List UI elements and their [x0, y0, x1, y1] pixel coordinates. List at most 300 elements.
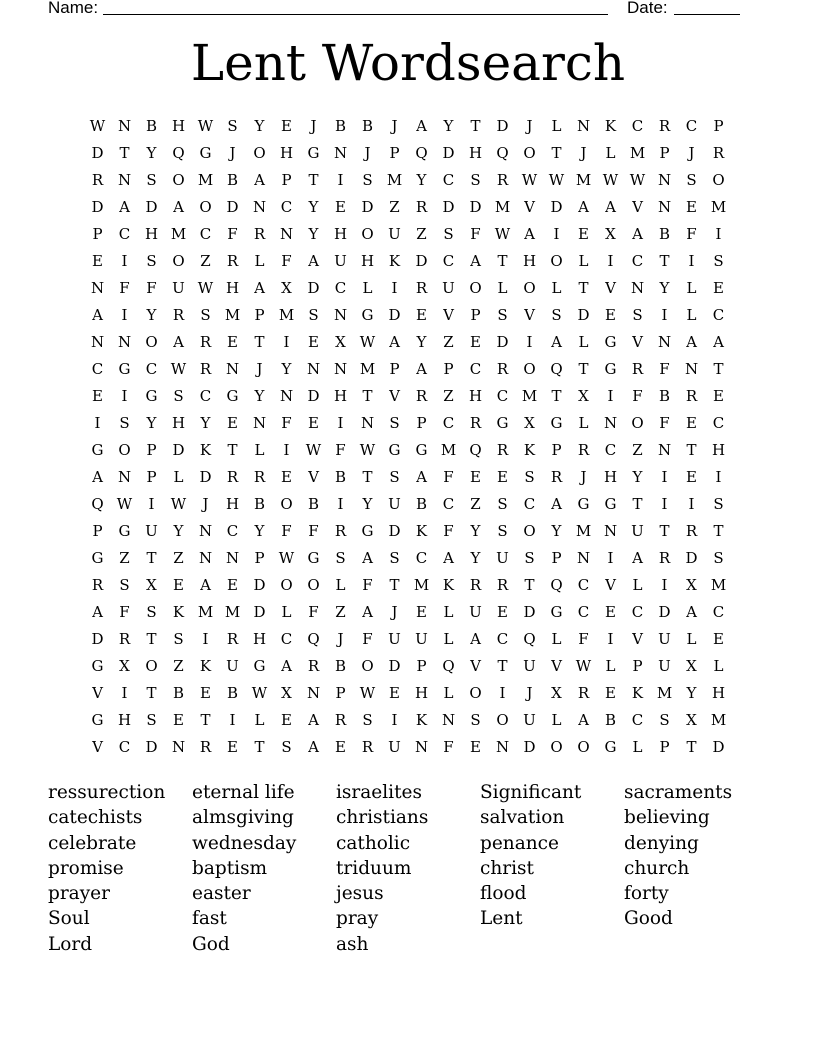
grid-cell: A [92, 305, 103, 324]
grid-cell: C [631, 251, 644, 270]
grid-cell: K [442, 575, 455, 594]
grid-cell: Q [523, 629, 536, 648]
grid-cell: N [279, 386, 294, 405]
grid-cell: U [334, 251, 347, 270]
grid-cell: V [632, 197, 643, 216]
grid-cell: K [199, 440, 212, 459]
grid-cell: L [551, 629, 562, 648]
grid-cell: M [224, 602, 241, 621]
grid-cell: U [469, 602, 482, 621]
date-blank-line[interactable] [674, 0, 740, 15]
grid-cell: A [200, 575, 211, 594]
word-bank-item: flood [480, 883, 527, 905]
grid-cell: N [117, 170, 132, 189]
word-bank-item: church [624, 857, 690, 879]
grid-cell: M [629, 143, 646, 162]
grid-cell: E [308, 413, 319, 432]
grid-cell: J [391, 602, 398, 621]
grid-cell: X [281, 278, 292, 297]
grid-cell: M [575, 521, 592, 540]
grid-cell: P [389, 359, 400, 378]
word-bank-item: catechists [48, 807, 143, 829]
grid-cell: C [631, 602, 644, 621]
grid-cell: L [551, 278, 562, 297]
grid-cell: D [685, 548, 698, 567]
grid-cell: I [283, 440, 290, 459]
grid-cell: X [551, 683, 562, 702]
grid-cell: T [389, 575, 400, 594]
grid-cell: Y [686, 683, 697, 702]
grid-cell: C [712, 602, 725, 621]
grid-cell: E [227, 575, 238, 594]
grid-cell: G [91, 440, 104, 459]
grid-cell: X [686, 710, 697, 729]
grid-cell: F [470, 224, 481, 243]
grid-cell: P [389, 143, 400, 162]
grid-cell: Z [200, 251, 211, 270]
grid-cell: A [254, 170, 265, 189]
grid-cell: M [224, 305, 241, 324]
grid-cell: I [661, 305, 668, 324]
grid-cell: A [470, 629, 481, 648]
grid-cell: R [91, 170, 104, 189]
grid-cell: P [146, 467, 157, 486]
grid-cell: N [657, 170, 672, 189]
grid-cell: S [227, 116, 238, 135]
grid-cell: I [715, 224, 722, 243]
grid-cell: W [89, 116, 106, 135]
grid-cell: H [171, 413, 186, 432]
grid-cell: P [713, 116, 724, 135]
grid-cell: U [442, 278, 455, 297]
grid-cell: L [254, 251, 265, 270]
grid-cell: T [713, 359, 724, 378]
grid-cell: K [199, 656, 212, 675]
grid-cell: W [629, 170, 646, 189]
grid-cell: A [578, 197, 589, 216]
word-bank-item: salvation [480, 807, 565, 829]
grid-cell: A [713, 332, 724, 351]
grid-cell: C [442, 251, 455, 270]
grid-cell: M [440, 440, 457, 459]
word-bank-item: sacraments [624, 782, 733, 803]
grid-cell: L [605, 143, 616, 162]
grid-cell: P [551, 440, 562, 459]
grid-cell: R [712, 143, 725, 162]
grid-cell: Y [551, 521, 562, 540]
grid-cell: H [252, 629, 267, 648]
grid-cell: R [496, 170, 509, 189]
grid-cell: O [118, 440, 131, 459]
grid-cell: R [658, 116, 671, 135]
grid-cell: Y [659, 278, 670, 297]
grid-cell: O [523, 521, 536, 540]
grid-cell: F [632, 386, 643, 405]
grid-cell: R [415, 197, 428, 216]
grid-cell: E [470, 737, 481, 756]
grid-cell: H [711, 440, 726, 459]
grid-cell: G [550, 602, 563, 621]
grid-cell: N [306, 359, 321, 378]
grid-cell: R [496, 359, 509, 378]
grid-cell: N [360, 413, 375, 432]
grid-cell: C [199, 224, 212, 243]
grid-cell: R [685, 521, 698, 540]
grid-cell: I [661, 494, 668, 513]
grid-cell: F [443, 467, 454, 486]
grid-cell: W [575, 656, 592, 675]
grid-cell: F [281, 413, 292, 432]
grid-cell: B [658, 386, 671, 405]
grid-cell: N [225, 359, 240, 378]
grid-cell: E [497, 602, 508, 621]
grid-cell: M [197, 170, 214, 189]
grid-cell: N [630, 278, 645, 297]
grid-cell: H [603, 467, 618, 486]
grid-cell: X [686, 656, 697, 675]
grid-cell: U [523, 656, 536, 675]
grid-cell: T [119, 143, 130, 162]
grid-cell: I [148, 494, 155, 513]
grid-cell: E [416, 602, 427, 621]
grid-cell: R [361, 737, 374, 756]
grid-cell: R [199, 737, 212, 756]
word-bank-item: israelites [336, 782, 422, 803]
grid-cell: C [631, 710, 644, 729]
grid-cell: V [470, 656, 481, 675]
grid-cell: L [254, 440, 265, 459]
grid-cell: B [658, 224, 671, 243]
grid-cell: L [362, 278, 373, 297]
grid-cell: Z [443, 386, 454, 405]
name-blank-line[interactable] [103, 0, 608, 15]
grid-cell: M [710, 197, 727, 216]
grid-cell: D [199, 467, 212, 486]
grid-cell: I [553, 224, 560, 243]
grid-cell: D [172, 440, 185, 459]
grid-cell: O [523, 143, 536, 162]
grid-cell: L [632, 737, 643, 756]
grid-cell: R [334, 710, 347, 729]
grid-cell: D [361, 197, 374, 216]
grid-cell: Y [146, 413, 157, 432]
grid-cell: S [119, 413, 130, 432]
grid-cell: H [468, 386, 483, 405]
grid-cell: C [577, 575, 590, 594]
grid-cell: B [226, 170, 239, 189]
grid-cell: W [494, 224, 511, 243]
grid-cell: W [305, 440, 322, 459]
grid-cell: I [715, 467, 722, 486]
grid-cell: C [91, 359, 104, 378]
grid-cell: F [659, 413, 670, 432]
grid-cell: O [469, 683, 482, 702]
grid-cell: G [307, 548, 320, 567]
grid-cell: X [146, 575, 157, 594]
grid-cell: R [577, 440, 590, 459]
grid-cell: R [496, 575, 509, 594]
grid-cell: N [171, 737, 186, 756]
grid-cell: A [362, 602, 373, 621]
grid-cell: H [279, 143, 294, 162]
grid-cell: H [225, 278, 240, 297]
grid-cell: U [388, 737, 401, 756]
grid-cell: F [686, 224, 697, 243]
grid-cell: E [686, 197, 697, 216]
grid-cell: A [173, 197, 184, 216]
grid-cell: L [632, 575, 643, 594]
word-bank-item: baptism [192, 857, 268, 879]
grid-cell: Y [200, 413, 211, 432]
word-bank-item: God [192, 933, 230, 955]
grid-cell: U [658, 656, 671, 675]
grid-cell: R [469, 575, 482, 594]
grid-cell: V [605, 575, 616, 594]
grid-cell: R [172, 305, 185, 324]
grid-cell: W [359, 683, 376, 702]
grid-cell: K [388, 251, 401, 270]
grid-cell: X [686, 575, 697, 594]
grid-cell: A [470, 251, 481, 270]
grid-cell: W [251, 683, 268, 702]
grid-cell: O [280, 494, 293, 513]
grid-cell: L [578, 251, 589, 270]
grid-cell: I [607, 251, 614, 270]
grid-cell: I [391, 278, 398, 297]
grid-cell: F [362, 629, 373, 648]
grid-cell: K [604, 116, 617, 135]
word-bank-item: ressurection [48, 782, 166, 803]
grid-cell: A [524, 224, 535, 243]
grid-cell: A [416, 116, 427, 135]
grid-cell: Y [362, 494, 373, 513]
grid-cell: N [198, 521, 213, 540]
grid-cell: F [227, 224, 238, 243]
word-bank-item: triduum [336, 857, 412, 879]
grid-cell: E [281, 467, 292, 486]
grid-cell: N [279, 224, 294, 243]
grid-cell: C [415, 548, 428, 567]
grid-cell: U [496, 548, 509, 567]
grid-cell: D [496, 116, 509, 135]
grid-cell: N [657, 197, 672, 216]
grid-cell: F [335, 440, 346, 459]
grid-cell: Q [469, 440, 482, 459]
grid-cell: T [146, 683, 157, 702]
grid-cell: E [173, 575, 184, 594]
grid-cell: D [253, 575, 266, 594]
grid-cell: A [92, 602, 103, 621]
grid-cell: S [200, 305, 211, 324]
grid-cell: M [710, 575, 727, 594]
word-bank-item: eternal life [192, 782, 295, 803]
grid-cell: O [712, 170, 725, 189]
grid-cell: A [308, 251, 319, 270]
grid-cell: S [551, 305, 562, 324]
grid-cell: K [631, 683, 644, 702]
grid-cell: R [91, 575, 104, 594]
grid-cell: G [604, 359, 617, 378]
grid-cell: R [658, 548, 671, 567]
grid-cell: S [497, 521, 508, 540]
grid-cell: Z [632, 440, 643, 459]
grid-cell: E [605, 602, 616, 621]
grid-cell: E [713, 629, 724, 648]
grid-cell: D [577, 305, 590, 324]
grid-cell: E [497, 467, 508, 486]
grid-cell: C [199, 386, 212, 405]
grid-cell: T [551, 143, 562, 162]
word-bank-item: Lord [48, 933, 93, 955]
grid-cell: D [388, 656, 401, 675]
grid-cell: T [362, 467, 373, 486]
grid-cell: G [118, 521, 131, 540]
grid-cell: O [631, 413, 644, 432]
word-bank-item: Significant [480, 782, 582, 803]
grid-cell: O [523, 278, 536, 297]
grid-cell: F [119, 278, 130, 297]
grid-cell: H [225, 494, 240, 513]
grid-cell: S [497, 305, 508, 324]
grid-cell: N [198, 548, 213, 567]
grid-cell: S [173, 629, 184, 648]
grid-cell: C [631, 116, 644, 135]
grid-cell: I [499, 683, 506, 702]
grid-cell: N [90, 278, 105, 297]
grid-cell: G [307, 143, 320, 162]
grid-cell: O [550, 251, 563, 270]
grid-cell: C [442, 413, 455, 432]
grid-cell: I [121, 305, 128, 324]
grid-cell: U [145, 521, 158, 540]
grid-cell: V [389, 386, 400, 405]
grid-cell: U [523, 710, 536, 729]
grid-cell: B [361, 116, 374, 135]
word-bank-item: penance [480, 832, 559, 854]
grid-cell: D [712, 737, 725, 756]
grid-cell: E [308, 332, 319, 351]
name-label: Name: [48, 0, 99, 17]
grid-cell: M [413, 575, 430, 594]
grid-cell: S [119, 575, 130, 594]
grid-cell: S [470, 170, 481, 189]
grid-cell: I [94, 413, 101, 432]
word-bank-item: pray [336, 908, 379, 930]
grid-cell: N [306, 683, 321, 702]
grid-cell: T [578, 278, 589, 297]
grid-cell: S [389, 413, 400, 432]
grid-cell: M [386, 170, 403, 189]
grid-cell: O [496, 710, 509, 729]
grid-cell: G [91, 710, 104, 729]
grid-cell: T [659, 521, 670, 540]
grid-cell: I [607, 629, 614, 648]
grid-cell: L [335, 575, 346, 594]
grid-cell: E [173, 710, 184, 729]
grid-cell: A [632, 548, 643, 567]
grid-cell: A [173, 332, 184, 351]
grid-cell: Y [254, 116, 265, 135]
grid-cell: N [333, 305, 348, 324]
grid-cell: I [391, 710, 398, 729]
grid-cell: K [172, 602, 185, 621]
grid-cell: S [686, 170, 697, 189]
grid-cell: G [91, 548, 104, 567]
grid-cell: T [470, 116, 481, 135]
grid-cell: B [145, 116, 158, 135]
word-bank-item: catholic [336, 832, 411, 854]
grid-cell: R [307, 656, 320, 675]
grid-cell: G [577, 494, 590, 513]
grid-cell: Q [91, 494, 104, 513]
grid-cell: Z [443, 332, 454, 351]
grid-cell: I [661, 575, 668, 594]
grid-cell: L [713, 656, 724, 675]
grid-cell: I [121, 251, 128, 270]
grid-cell: Q [442, 656, 455, 675]
grid-cell: Y [173, 521, 184, 540]
grid-cell: E [227, 413, 238, 432]
grid-cell: Y [470, 548, 481, 567]
grid-cell: W [521, 170, 538, 189]
grid-cell: K [415, 710, 428, 729]
grid-cell: A [389, 332, 400, 351]
grid-cell: J [229, 143, 236, 162]
grid-cell: F [308, 602, 319, 621]
grid-cell: S [713, 251, 724, 270]
grid-cell: L [686, 629, 697, 648]
grid-cell: Z [470, 494, 481, 513]
grid-cell: L [605, 656, 616, 675]
grid-cell: A [686, 602, 697, 621]
grid-cell: P [281, 170, 292, 189]
grid-cell: D [523, 602, 536, 621]
grid-cell: D [307, 278, 320, 297]
grid-cell: O [145, 656, 158, 675]
grid-cell: E [281, 116, 292, 135]
grid-cell: C [280, 629, 293, 648]
grid-cell: Z [416, 224, 427, 243]
grid-cell: M [656, 683, 673, 702]
grid-cell: W [359, 332, 376, 351]
grid-cell: E [605, 305, 616, 324]
grid-cell: W [170, 359, 187, 378]
grid-cell: C [496, 629, 509, 648]
grid-cell: D [496, 332, 509, 351]
grid-cell: G [496, 413, 509, 432]
grid-cell: U [172, 278, 185, 297]
grid-cell: K [523, 440, 536, 459]
word-bank-item: forty [624, 883, 669, 905]
grid-cell: H [333, 386, 348, 405]
grid-cell: A [254, 278, 265, 297]
grid-cell: I [202, 629, 209, 648]
grid-cell: O [361, 224, 374, 243]
grid-cell: U [415, 629, 428, 648]
grid-cell: T [308, 170, 319, 189]
grid-cell: R [199, 359, 212, 378]
grid-cell: B [604, 710, 617, 729]
grid-cell: P [416, 656, 427, 675]
grid-cell: N [252, 413, 267, 432]
grid-cell: R [631, 359, 644, 378]
grid-cell: H [171, 116, 186, 135]
word-bank-item: easter [192, 883, 251, 905]
grid-cell: T [497, 656, 508, 675]
word-bank-item: fast [192, 908, 227, 930]
grid-cell: O [172, 170, 185, 189]
grid-cell: W [116, 494, 133, 513]
